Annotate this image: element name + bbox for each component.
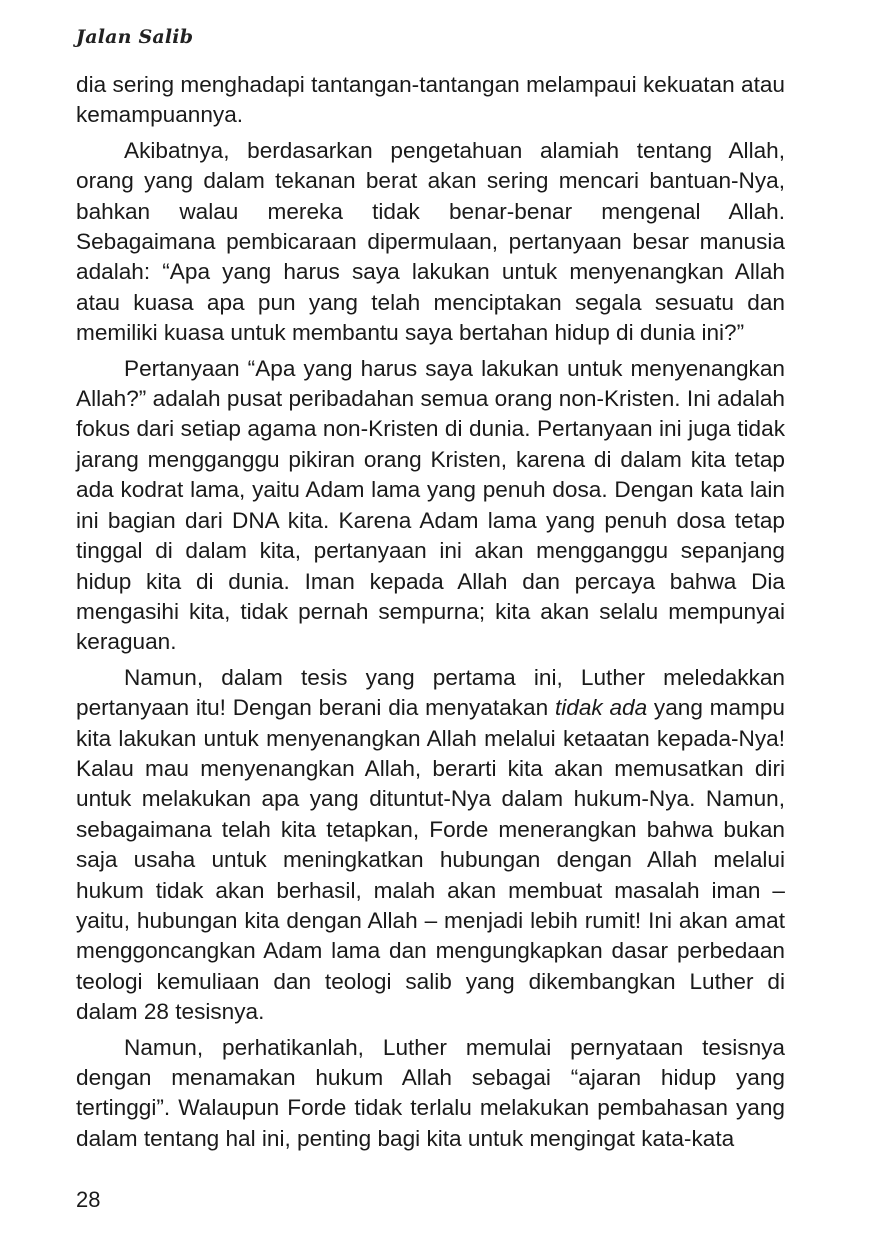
paragraph: Namun, perhatikanlah, Luther memulai pernyataan tesisnya dengan menamakan hukum Allah sebagai “ajaran hidup yang tertinggi”. Walaupun Forde tidak terlalu melakukan pembahasan yang dalam tentang hal ini, penting bagi kita untuk mengingat kata-kata	[76, 1034, 785, 1151]
paragraph-text-before-emphasis: Namun, dalam tesis yang pertama ini, Luther meledakkan pertanyaan itu! Dengan berani dia menyatakan	[76, 664, 785, 721]
paragraph-continuation: dia sering menghadapi tantangan-tantangan melampaui kekuatan atau kemampuannya.	[76, 72, 785, 128]
emphasized-phrase: tidak ada	[554, 695, 648, 721]
body-text	[76, 70, 785, 1159]
running-title: Jalan Salib	[76, 26, 194, 48]
paragraph-text-after-emphasis: yang mampu kita lakukan untuk menyenangkan Allah melalui ketaatan kepada-Nya! Kalau mau menyenangkan Allah, berarti kita akan memusatkan diri untuk melakukan apa yang dituntut-Nya dalam hukum-Nya. Namun, sebagaimana telah kita tetapkan, Forde menerangkan bahwa bukan saja usaha untuk meningkatkan hubungan dengan Allah melalui hukum tidak akan berhasil, malah akan membuat masalah iman – yaitu, hubungan kita dengan Allah – menjadi lebih rumit! Ini akan amat menggoncangkan Adam lama dan mengungkapkan dasar perbedaan teologi kemuliaan dan teologi salib yang dikembangkan Luther di dalam 28 tesisnya.	[76, 695, 785, 1025]
paragraph: Akibatnya, berdasarkan pengetahuan alamiah tentang Allah, orang yang dalam tekanan berat akan sering mencari bantuan-Nya, bahkan walau mereka tidak benar-benar mengenal Allah. Sebagaimana pembicaraan dipermulaan, pertanyaan besar manusia adalah: “Apa yang harus saya lakukan untuk menyenangkan Allah atau kuasa apa pun yang telah menciptakan segala sesuatu dan memiliki kuasa untuk membantu saya bertahan hidup di dunia ini?”	[76, 137, 785, 346]
paragraph-with-emphasis	[76, 663, 785, 1028]
paragraph: Pertanyaan “Apa yang harus saya lakukan untuk menyenangkan Allah?” adalah pusat peribadahan semua orang non-Kristen. Ini adalah fokus dari setiap agama non-Kristen di dunia. Pertanyaan ini juga tidak jarang mengganggu pikiran orang Kristen, karena di dalam kita tetap ada kodrat lama, yaitu Adam lama yang penuh dosa. Dengan kata lain ini bagian dari DNA kita. Karena Adam lama yang penuh dosa tetap tinggal di dalam kita, pertanyaan ini akan mengganggu sepanjang hidup kita di dunia. Iman kepada Allah dan percaya bahwa Dia mengasihi kita, tidak pernah sempurna; kita akan selalu mempunyai keraguan.	[76, 355, 785, 655]
page-number: 28	[76, 1187, 101, 1212]
